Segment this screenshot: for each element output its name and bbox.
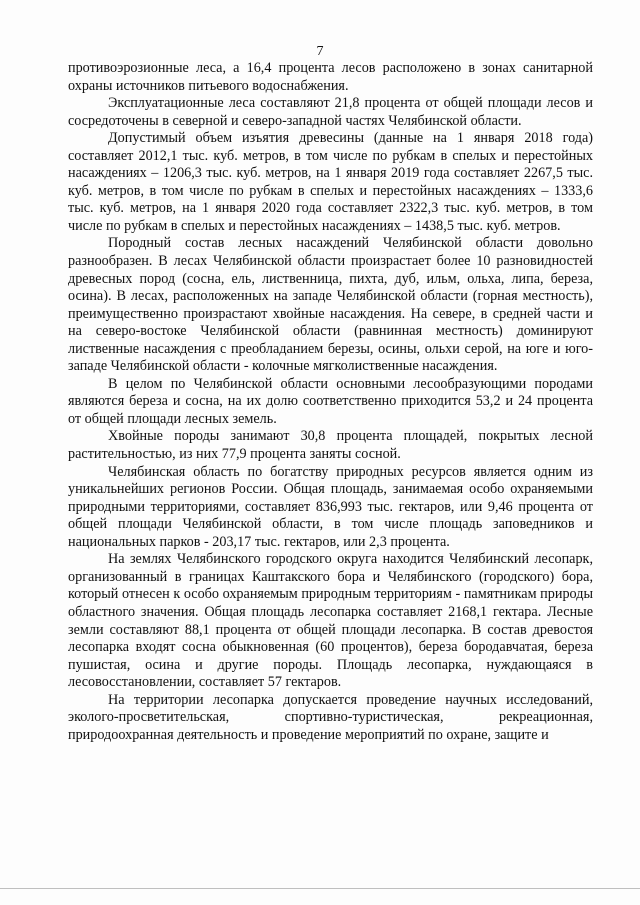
paragraph-chelyabinsk-forest-park: На землях Челябинского городского округа находится Челябинский лесопарк, организованный в границах Каштакского бора и Челябинского (городского) бора, который отнесен к особо охраняемым природным территориям - памятникам природы областного значения. Общая площадь лесопарка составляет 2168,1 гектара. Лесные земли составляют 88,1 процента от общей площади лесопарка. В состав древостоя лесопарка входят сосна обыкновенная (60 процентов), береза бородавчатая, береза пушистая, осина и другие породы. Площадь лесопарка, нуждающаяся в лесовосстановлении, составляет 57 гектаров. bbox=[68, 551, 593, 691]
paragraph-coniferous-share: Хвойные породы занимают 30,8 процента площадей, покрытых лесной растительностью, из них 77,9 процента заняты сосной. bbox=[68, 428, 593, 463]
paragraph-timber-harvest-volume: Допустимый объем изъятия древесины (данные на 1 января 2018 года) составляет 2012,1 тыс. куб. метров, в том числе по рубкам в спелых и перестойных насаждениях – 1206,3 тыс. куб. метров, на 1 января 2019 года составляет 2267,5 тыс. куб. метров, в том числе по рубкам в спелых и перестойных насаждениях – 1333,6 тыс. куб. метров, на 1 января 2020 года составляет 2322,3 тыс. куб. метров, в том числе по рубкам в спелых и перестойных насаждениях – 1438,5 тыс. куб. метров. bbox=[68, 130, 593, 234]
paragraph-species-composition: Породный состав лесных насаждений Челябинской области довольно разнообразен. В лесах Челябинской области произрастает более 10 разновидностей древесных пород (сосна, ель, лиственница, пихта, дуб, ильм, ольха, липа, береза, осина). В лесах, расположенных на западе Челябинской области (горная местность), преимущественно произрастают хвойные насаждения. На севере, в средней части и на северо-востоке Челябинской области (равнинная местность) доминируют лиственные насаждения с преобладанием березы, осины, ольхи серой, на юге и юго-западе Челябинской области - колочные мягколиственные насаждения. bbox=[68, 235, 593, 375]
paragraph-protected-areas: Челябинская область по богатству природных ресурсов является одним из уникальнейших регионов России. Общая площадь, занимаемая особо охраняемыми природными территориями, составляет 836,993 тыс. гектаров, или 9,46 процента от общей площади Челябинской области, в том числе площадь заповедников и национальных парков - 203,17 тыс. гектаров, или 2,3 процента. bbox=[68, 463, 593, 550]
paragraph-main-species: В целом по Челябинской области основными лесообразующими породами являются береза и сосна, на их долю соответственно приходится 53,2 и 24 процента от общей площади лесных земель. bbox=[68, 375, 593, 427]
page-bottom-edge bbox=[0, 888, 640, 889]
paragraph-forest-park-activities: На территории лесопарка допускается проведение научных исследований, эколого-просветительская, спортивно-туристическая, рекреационная, природоохранная деятельность и проведение мероприятий по охране, защите и bbox=[68, 691, 593, 743]
paragraph-continued: противоэрозионные леса, а 16,4 процента лесов расположено в зонах санитарной охраны источников питьевого водоснабжения. bbox=[68, 60, 593, 94]
paragraph-exploitation-forests: Эксплуатационные леса составляют 21,8 процента от общей площади лесов и сосредоточены в северной и северо-западной частях Челябинской области. bbox=[68, 95, 593, 129]
page-number: 7 bbox=[316, 44, 324, 59]
body-text bbox=[68, 60, 593, 744]
